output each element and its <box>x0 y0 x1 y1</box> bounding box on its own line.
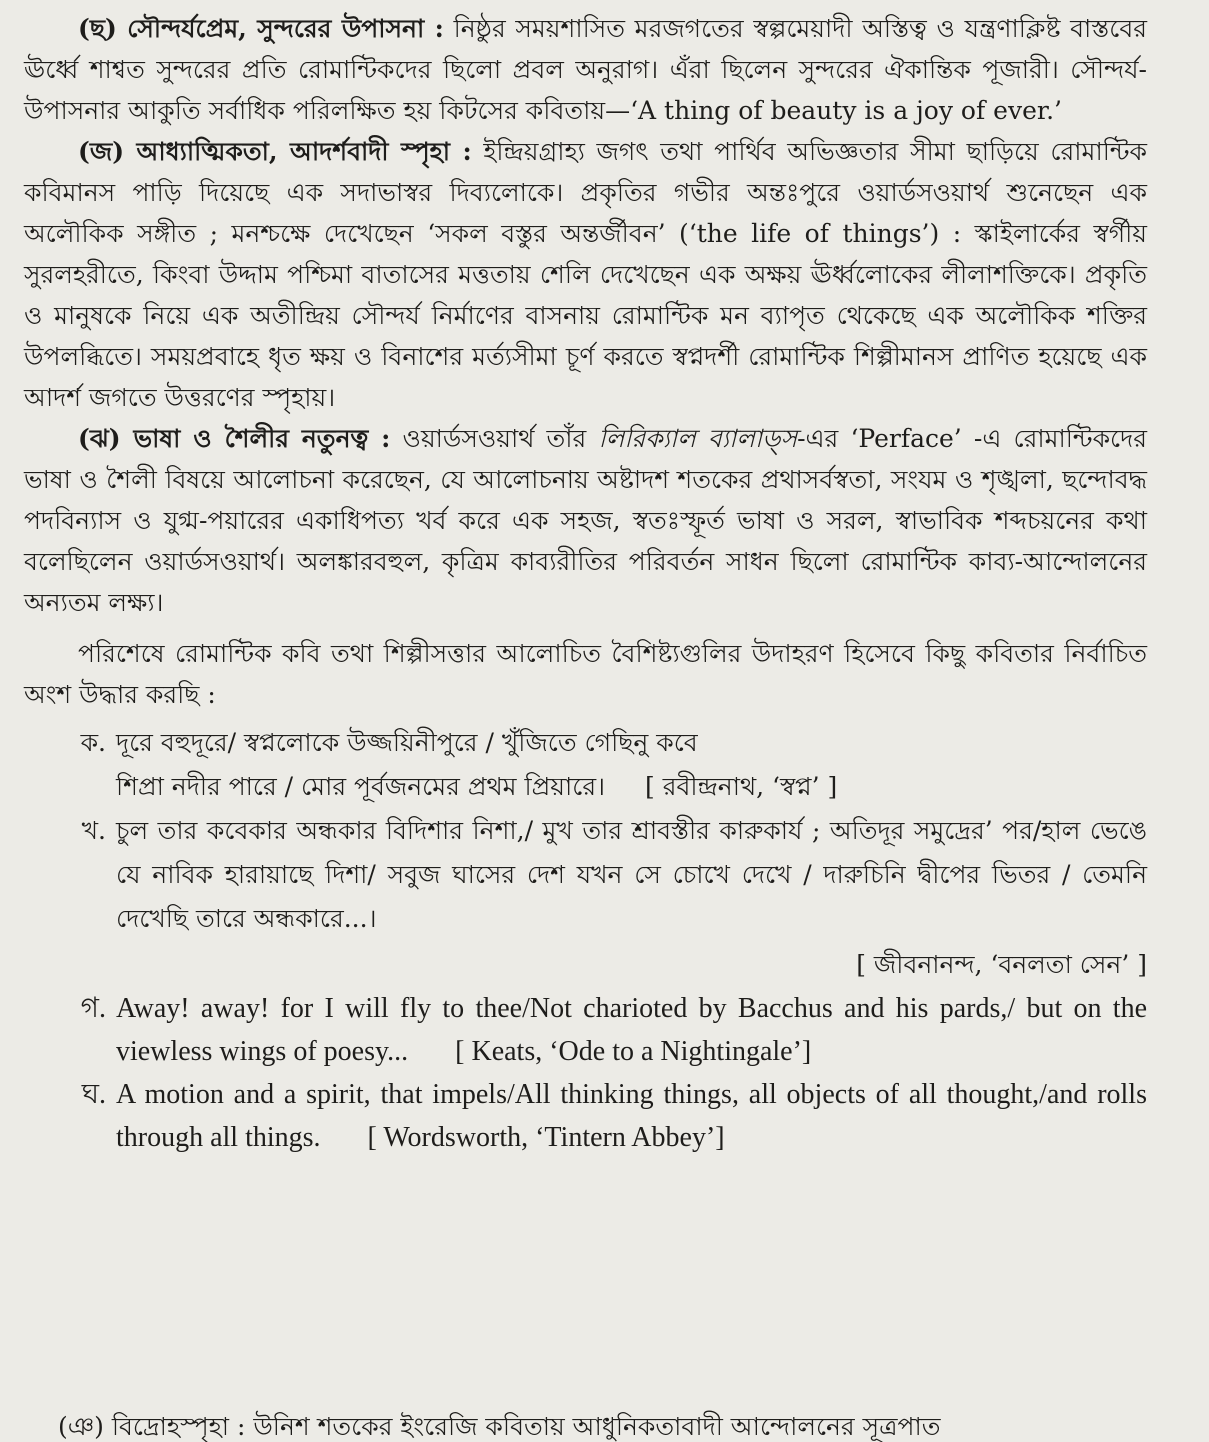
example-marker: ক. <box>80 728 106 757</box>
example-body <box>116 809 1147 987</box>
verse-text: A motion and a spirit, that impels/All thinking things, all objects of all thought,/and rolls through all things. <box>116 1079 1147 1153</box>
example-marker: গ. <box>80 993 106 1024</box>
book-title: লিরিক্যাল ব্যালাড্‌স <box>598 424 798 453</box>
examples-intro: পরিশেষে রোমান্টিক কবি তথা শিল্পীসত্তার আলোচিত বৈশিষ্ট্যগুলির উদাহরণ হিসেবে কিছু কবিতার নির্বাচিত অংশ উদ্ধার করছি : <box>24 639 1147 709</box>
paragraph-heading: (ঝ) ভাষা ও শৈলীর নতুনত্ব : <box>78 424 391 453</box>
example-item <box>24 809 1147 987</box>
cutoff-next-line: (ঞ) বিদ্রোহস্পৃহা : উনিশ শতকের ইংরেজি কবিতায় আধুনিকতাবাদী আন্দোলনের সূত্রপাত <box>58 1412 941 1441</box>
verse-line: শিপ্রা নদীর পারে / মোর পূর্বজনমের প্রথম প্রিয়ারে। <box>116 772 606 801</box>
paragraph-text: নিষ্ঠুর সময়শাসিত মরজগতের স্বল্পমেয়াদী অস্তিত্ব ও যন্ত্রণাক্লিষ্ট বাস্তবের ঊর্ধ্বে শাশ্বত সুন্দরের প্রতি রোমান্টিকদের ছিলো প্রবল অনুরাগ। এঁরা ছিলেন সুন্দরের ঐকান্তিক পূজারী। সৌন্দর্য-উপাসনার আকুতি সর্বাধিক পরিলক্ষিত হয় কিটসের কবিতায়—‘A thing of beauty is a joy of ever.’ <box>24 14 1147 125</box>
paragraph-ja <box>24 131 1147 418</box>
citation: [ রবীন্দ্রনাথ, ‘স্বপ্ন’ ] <box>645 772 838 801</box>
examples-list <box>24 721 1147 1159</box>
paragraph-heading: (ছ) সৌন্দর্যপ্রেম, সুন্দরের উপাসনা : <box>78 14 444 43</box>
paragraph-jha <box>24 418 1147 623</box>
citation: [ Wordsworth, ‘Tintern Abbey’] <box>367 1122 725 1153</box>
citation: [ Keats, ‘Ode to a Nightingale’] <box>455 1036 812 1067</box>
paragraph-cha <box>24 8 1147 131</box>
example-body <box>116 1073 1147 1159</box>
paragraph-text: -এর ‘Perface’ -এ রোমান্টিকদের ভাষা ও শৈলী বিষয়ে আলোচনা করেছেন, যে আলোচনায় অষ্টাদশ শতকের প্রথাসর্বস্বতা, সংযম ও শৃঙ্খলা, ছন্দোবদ্ধ পদবিন্যাস ও যুগ্ম-পয়ারের একাধিপত্য খর্ব করে এক সহজ, স্বতঃস্ফূর্ত ভাষা ও সরল, স্বাভাবিক শব্দচয়নের কথা বলেছিলেন ওয়ার্ডসওয়ার্থ। অলঙ্কারবহুল, কৃত্রিম কাব্যরীতির পরিবর্তন সাধন ছিলো রোমান্টিক কাব্য-আন্দোলনের অন্যতম লক্ষ্য। <box>24 424 1147 617</box>
verse-text: Away! away! for I will fly to thee/Not charioted by Bacchus and his pards,/ but on the viewless wings of poesy... <box>116 993 1147 1067</box>
verse-line-with-citation <box>116 765 1147 809</box>
example-marker: খ. <box>81 816 106 845</box>
verse-text: চুল তার কবেকার অন্ধকার বিদিশার নিশা,/ মুখ তার শ্রাবস্তীর কারুকার্য ; অতিদূর সমুদ্রের’ পর/হাল ভেঙে যে নাবিক হারায়াছে দিশা/ সবুজ ঘাসের দেশ যখন সে চোখে দেখে / দারুচিনি দ্বীপের ভিতর / তেমনি দেখেছি তারে অন্ধকারে...। <box>116 816 1147 933</box>
example-body <box>116 987 1147 1073</box>
example-item <box>24 721 1147 809</box>
paragraph-text: ইন্দ্রিয়গ্রাহ্য জগৎ তথা পার্থিব অভিজ্ঞতার সীমা ছাড়িয়ে রোমান্টিক কবিমানস পাড়ি দিয়েছে এক সদাভাস্বর দিব্যলোকে। প্রকৃতির গভীর অন্তঃপুরে ওয়ার্ডসওয়ার্থ শুনেছেন এক অলৌকিক সঙ্গীত ; মনশ্চক্ষে দেখেছেন ‘সকল বস্তুর অন্তর্জীবন’ (‘the life of things’) : স্কাইলার্কের স্বর্গীয় সুরলহরীতে, কিংবা উদ্দাম পশ্চিমা বাতাসের মত্ততায় শেলি দেখেছেন এক অক্ষয় ঊর্ধ্বলোকের লীলাশক্তিকে। প্রকৃতি ও মানুষকে নিয়ে এক অতীন্দ্রিয় সৌন্দর্য নির্মাণের বাসনায় রোমান্টিক মন ব্যাপৃত থেকেছে এক অলৌকিক শক্তির উপলব্ধিতে। সময়প্রবাহে ধৃত ক্ষয় ও বিনাশের মর্ত্যসীমা চূর্ণ করতে স্বপ্নদর্শী রোমান্টিক শিল্পীমানস প্রাণিত হয়েছে এক আদর্শ জগতে উত্তরণের স্পৃহায়। <box>24 137 1147 412</box>
paragraph-heading: (জ) আধ্যাত্মিকতা, আদর্শবাদী স্পৃহা : <box>78 137 472 166</box>
example-item <box>24 1073 1147 1159</box>
paragraph-text: ওয়ার্ডসওয়ার্থ তাঁর <box>390 424 599 453</box>
verse-line: দূরে বহুদূরে/ স্বপ্নলোকে উজ্জয়িনীপুরে / খুঁজিতে গেছিনু কবে <box>116 728 698 757</box>
citation: [ জীবনানন্দ, ‘বনলতা সেন’ ] <box>856 950 1147 979</box>
example-marker: ঘ. <box>81 1079 106 1110</box>
example-body <box>116 721 1147 809</box>
example-item <box>24 987 1147 1073</box>
